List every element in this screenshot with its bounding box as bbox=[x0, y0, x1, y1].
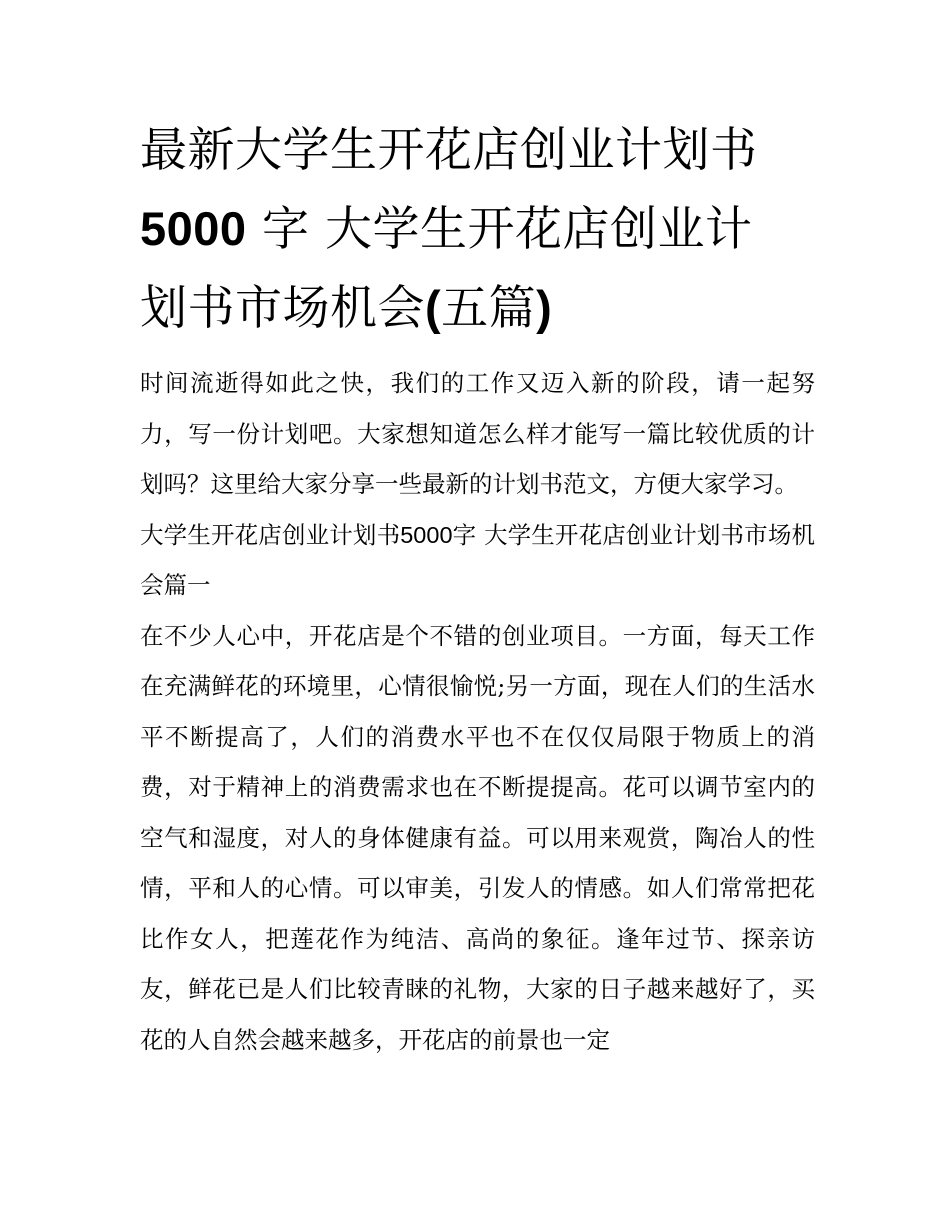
section-heading-part1: 大学生开花店创业计划书 bbox=[140, 520, 401, 549]
title-part2: 字 大学生开花店创业计 bbox=[262, 202, 753, 257]
intro-paragraph: 时间流逝得如此之快，我们的工作又迈入新的阶段，请一起努力，写一份计划吧。大家想知道怎么样才能写一篇比较优质的计划吗？这里给大家分享一些最新的计划书范文，方便大家学习。 bbox=[140, 369, 815, 498]
title-paren-open: ( bbox=[425, 281, 442, 334]
document-page bbox=[140, 112, 815, 1065]
section-heading-number: 5000 bbox=[400, 521, 453, 548]
body-paragraph: 在不少人心中，开花店是个不错的创业项目。一方面，每天工作在充满鲜花的环境里，心情很愉悦;另一方面，现在人们的生活水平不断提高了，人们的消费水平也不在仅仅局限于物质上的消费，对于精神上的消费需求也在不断提提高。花可以调节室内的空气和湿度，对人的身体健康有益。可以用来观赏，陶冶人的性情，平和人的心情。可以审美，引发人的情感。如人们常常把花比作女人，把莲花作为纯洁、高尚的象征。逢年过节、探亲访友，鲜花已是人们比较青睐的礼物，大家的日子越来越好了，买花的人自然会越来越多，开花店的前景也一定 bbox=[140, 621, 815, 1054]
title-part4: 五篇 bbox=[441, 281, 537, 336]
document-title bbox=[140, 112, 815, 348]
title-part3: 划书市场机会 bbox=[140, 281, 425, 336]
section-heading-part2: 字 大学生开花店创业计划书市场机会篇一 bbox=[140, 520, 815, 599]
title-part1: 最新大学生开花店创业计划书 bbox=[140, 123, 758, 178]
section-heading bbox=[140, 510, 815, 611]
title-paren-close: ) bbox=[536, 281, 553, 334]
title-number: 5000 bbox=[140, 202, 247, 255]
